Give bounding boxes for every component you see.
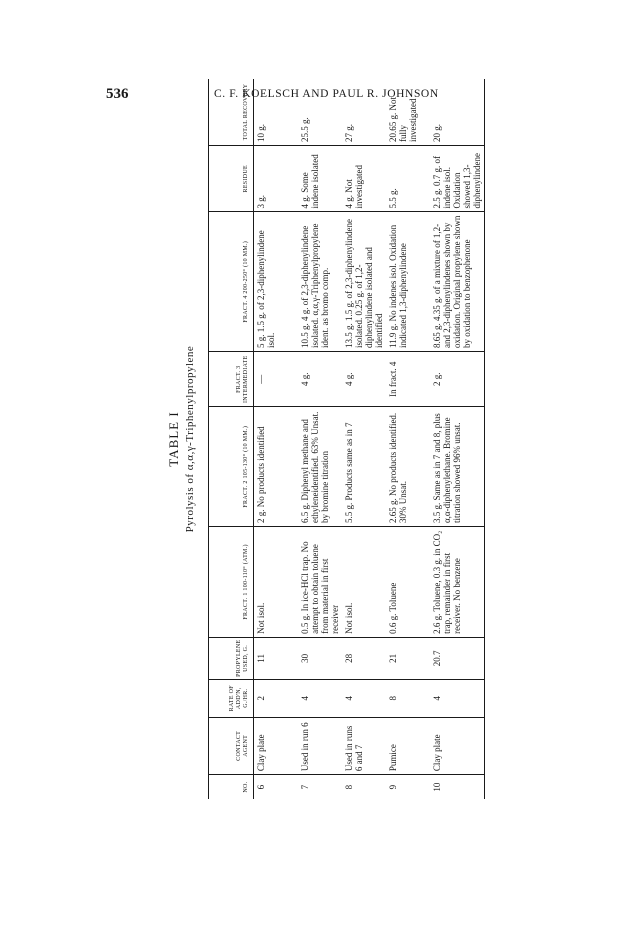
cell-no: 10 bbox=[430, 775, 485, 799]
table-title: TABLE I bbox=[166, 411, 181, 467]
running-head: C. F. KOELSCH AND PAUL R. JOHNSON bbox=[214, 88, 439, 100]
cell-fract-2: 2 g. No products identified bbox=[254, 407, 299, 527]
cell-fract-1: Not isol. bbox=[254, 527, 299, 638]
cell-fract-3: 4 g. bbox=[298, 352, 342, 407]
cell-residue: 4 g. Not investigated bbox=[342, 146, 386, 212]
cell-contact-agent: Used in runs 6 and 7 bbox=[342, 717, 386, 775]
cell-fract-2: 3.5 g. Same as in 7 and 8, plus α,α-diphenylethane. Bromine titration showed 96% unsat. bbox=[430, 407, 485, 527]
cell-fract-2: 2.65 g. No products identified. 30% Unsat. bbox=[386, 407, 430, 527]
cell-propylene-used: 11 bbox=[254, 637, 299, 679]
cell-total-recovery: 10 g. bbox=[254, 79, 299, 146]
table-row bbox=[430, 79, 485, 799]
table-row bbox=[254, 79, 299, 799]
cell-fract-4: 13.5 g. 1.5 g. of 2,3-diphenylindene isolated. 0.25 g. of 1,2-diphenylindene isolated and identified bbox=[342, 212, 386, 352]
cell-fract-1: 0.5 g. In ice-HCl trap. No attempt to obtain toluene from material in first receiver bbox=[298, 527, 342, 638]
cell-fract-1: 0.6 g. Toluene bbox=[386, 527, 430, 638]
cell-fract-4: 11.9 g. No indenes isol. Oxidation indicated 1,3-diphenylindene bbox=[386, 212, 430, 352]
cell-residue: 3 g. bbox=[254, 146, 299, 212]
cell-no: 7 bbox=[300, 784, 310, 790]
cell-fract-3: 2 g. bbox=[430, 352, 485, 407]
cell-no: 9 bbox=[388, 784, 398, 790]
cell-total-recovery: 20 g. bbox=[430, 79, 485, 146]
cell-fract-4: 8.65 g. 4.35 g. of a mixture of 1,2- and 2,3-diphenylindenes shown by oxidation. Original propylene shown by oxidation to benzophenone bbox=[430, 212, 485, 352]
cell-fract-4: 5 g. 1.5 g. of 2,3-diphenylindene isol. bbox=[254, 212, 299, 352]
cell-contact-agent: Used in run 6 bbox=[298, 717, 342, 775]
cell-propylene-used: 28 bbox=[342, 637, 386, 679]
cell-total-recovery: 27 g. bbox=[342, 79, 386, 146]
table-caption bbox=[160, 79, 208, 799]
cell-contact-agent: Pumice bbox=[386, 717, 430, 775]
header-contact-agent: CONTACT AGENT bbox=[209, 717, 254, 775]
cell-total-recovery: 20.65 g. Not fully investigated bbox=[386, 79, 430, 146]
cell-rate: 4 bbox=[430, 679, 485, 717]
rotated-table-block bbox=[160, 79, 500, 799]
table-header-row bbox=[209, 79, 254, 799]
cell-propylene-used: 30 bbox=[298, 637, 342, 679]
cell-propylene-used: 21 bbox=[386, 637, 430, 679]
cell-contact-agent: Clay plate bbox=[254, 717, 299, 775]
cell-no: 8 bbox=[344, 784, 354, 790]
cell-residue: 4 g. Some indene isolated bbox=[298, 146, 342, 212]
header-propylene-used: PROPYLENE USED, G. bbox=[209, 637, 254, 679]
cell-rate: 4 bbox=[298, 679, 342, 717]
cell-fract-1: 2.6 g. Toluene, 0.3 g. in CO₂ trap, remainder in first receiver. No benzene bbox=[430, 527, 485, 638]
table-row bbox=[386, 79, 430, 799]
header-fract-3: FRACT. 3 INTERMEDIATE bbox=[209, 352, 254, 407]
page-number: 536 bbox=[106, 86, 129, 102]
header-residue: RESIDUE bbox=[209, 146, 254, 212]
cell-contact-agent: Clay plate bbox=[430, 717, 485, 775]
cell-rate: 8 bbox=[386, 679, 430, 717]
table-subtitle: Pyrolysis of α,α,γ-Triphenylpropylene bbox=[184, 345, 196, 533]
header-total-recovery: TOTAL RECOVERY bbox=[209, 79, 254, 146]
cell-fract-1: Not isol. bbox=[342, 527, 386, 638]
cell-fract-3: In fract. 4 bbox=[386, 352, 430, 407]
table-row bbox=[342, 79, 386, 799]
cell-residue: 5.5 g. bbox=[386, 146, 430, 212]
header-no: NO. bbox=[209, 775, 254, 799]
header-fract-4: FRACT. 4 200-250° (10 MM.) bbox=[209, 212, 254, 352]
cell-rate: 4 bbox=[342, 679, 386, 717]
cell-rate: 2 bbox=[254, 679, 299, 717]
cell-fract-3: — bbox=[254, 352, 299, 407]
table-row bbox=[298, 79, 342, 799]
header-rate: RATE OF ADD'N, G./HR. bbox=[209, 679, 254, 717]
cell-fract-3: 4 g. bbox=[342, 352, 386, 407]
cell-residue: 2.5 g. 0.7 g. of indene isol. Oxidation showed 1,3-diphenylindene bbox=[430, 146, 485, 212]
cell-no: 6 bbox=[256, 784, 266, 790]
cell-fract-4: 10.5 g. 4 g. of 2,3-diphenylindene isolated. α,α,γ-Triphenylpropylene ident. as bromo comp. bbox=[298, 212, 342, 352]
cell-fract-2: 6.5 g. Diphenyl methane and ethyleneidentified. 63% Unsat. by bromine titration bbox=[298, 407, 342, 527]
cell-fract-2: 5.5 g. Products same as in 7 bbox=[342, 407, 386, 527]
header-fract-2: FRACT. 2 105-130° (10 MM.) bbox=[209, 407, 254, 527]
cell-propylene-used: 20.7 bbox=[430, 637, 485, 679]
pyrolysis-table bbox=[208, 79, 485, 799]
cell-total-recovery: 25.5 g. bbox=[298, 79, 342, 146]
header-fract-1: FRACT. 1 100-110° (ATM.) bbox=[209, 527, 254, 638]
